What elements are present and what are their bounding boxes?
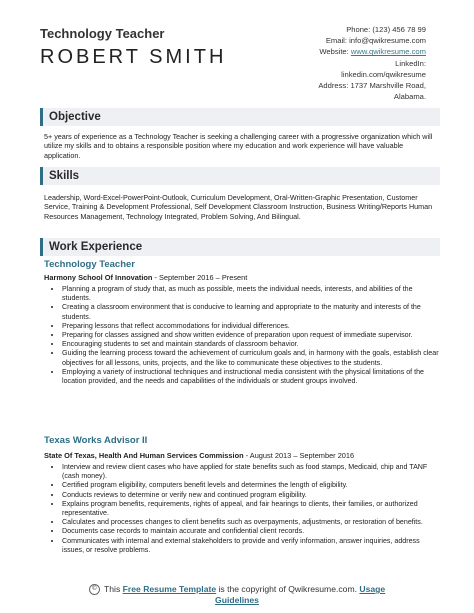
employer-name: State Of Texas, Health And Human Services Commission xyxy=(44,451,244,460)
phone-value: (123) 456 78 99 xyxy=(372,25,426,34)
contact-address xyxy=(256,80,426,91)
candidate-name: ROBERT SMITH xyxy=(40,46,227,68)
list-item: • Explains program benefits, requirements, rights of appeal, and fair hearings to clients, their families, or authorized representative. xyxy=(62,500,442,518)
work-experience-heading: Work Experience xyxy=(40,238,440,256)
list-item: • Planning a program of study that, as much as possible, meets the individual needs, interests, and abilities of the students. xyxy=(62,285,442,303)
job-duties-list xyxy=(52,285,442,386)
job-employer-line xyxy=(44,273,247,282)
skills-text: Leadership, Word-Excel-PowerPoint-Outlook, Curriculum Development, Oral-Written-Graphic Presentation, Customer Service, Training & Development Professional, Self Development Classroom Instruction, Business Writing/Reports Human Resources Management, Technology Integrated, Problem Solving, And Bilingual. xyxy=(44,193,433,221)
list-item: • Employing a variety of instructional techniques and instructional media consistent with the physical limitations of the location provided, and the needs and capabilities of the individuals or student groups involved. xyxy=(62,368,442,386)
list-item: • Preparing for classes assigned and show written evidence of preparation upon request of immediate supervisor. xyxy=(62,331,442,340)
website-label: Website: xyxy=(319,47,351,57)
skills-heading: Skills xyxy=(40,167,440,185)
usage-link[interactable]: Usage xyxy=(359,584,386,594)
address-label: Address: xyxy=(318,81,351,91)
header-job-title: Technology Teacher xyxy=(40,26,165,41)
phone-label: Phone: xyxy=(346,25,373,34)
list-item: • Preparing lessons that reflect accommodations for individual differences. xyxy=(62,322,442,331)
job-duties-list xyxy=(52,463,442,555)
contact-website xyxy=(256,46,426,57)
job-title: Texas Works Advisor II xyxy=(44,435,148,446)
list-item: • Guiding the learning process toward the achievement of curriculum goals and, in harmony with the goals, establish clear objectives for all lessons, units, projects, and the like to communicate these objectives to the students. xyxy=(62,349,442,367)
list-item: • Creating a classroom environment that is conducive to learning and appropriate to the maturity and interests of the students. xyxy=(62,303,442,321)
job-title: Technology Teacher xyxy=(44,259,135,270)
list-item: • Certified program eligibility, computers benefit levels and determines the length of eligibility. xyxy=(62,481,442,490)
footer xyxy=(0,584,474,606)
employer-name: Harmony School Of Innovation xyxy=(44,273,153,282)
contact-address-line2: Alabama. xyxy=(393,92,426,102)
email-value: info@qwikresume.com xyxy=(349,36,426,46)
list-item: • Interview and review client cases who have applied for state benefits such as food stamps, Medicaid, chip and TANF (cash money). xyxy=(62,463,442,481)
list-item: • Encouraging students to set and maintain standards of classroom behavior. xyxy=(62,340,442,349)
list-item: • Documents case records to maintain accurate and confidential client records. xyxy=(62,527,442,536)
footer-prefix: This xyxy=(101,584,123,594)
list-item: • Communicates with internal and external stakeholders to provide and verify information, answer inquiries, address issues, or resolve problems. xyxy=(62,537,442,555)
copyright-icon: © xyxy=(89,584,100,595)
job-dates: - September 2016 – Present xyxy=(152,273,248,282)
job-dates: - August 2013 – September 2016 xyxy=(243,451,355,460)
list-item: • Calculates and processes changes to client benefits such as overpayments, adjustments, or restoration of benefits. xyxy=(62,518,442,527)
objective-heading: Objective xyxy=(40,108,440,126)
list-item: • Conducts reviews to determine or verify new and continued program eligibility. xyxy=(62,491,442,500)
contact-phone xyxy=(256,24,426,35)
email-label: Email: xyxy=(325,36,350,46)
guidelines-link[interactable]: Guidelines xyxy=(215,595,259,606)
job-employer-line xyxy=(44,451,354,460)
website-link[interactable]: www.qwikresume.com xyxy=(350,47,426,57)
contact-linkedin-label: LinkedIn: xyxy=(395,58,426,68)
footer-middle-text: is the copyright of Qwikresume.com. xyxy=(216,584,360,594)
contact-block xyxy=(256,24,426,102)
contact-linkedin-value: linkedin.com/qwikresume xyxy=(341,69,426,79)
objective-text: 5+ years of experience as a Technology Teacher is seeking a challenging career with a progressive organization which will utilize my skills and to obtains a responsible position where my education and work experience will have valuable application. xyxy=(44,132,433,160)
address-line1: 1737 Marshville Road, xyxy=(350,81,426,91)
contact-email xyxy=(256,35,426,46)
free-resume-template-link[interactable]: Free Resume Template xyxy=(122,584,217,594)
